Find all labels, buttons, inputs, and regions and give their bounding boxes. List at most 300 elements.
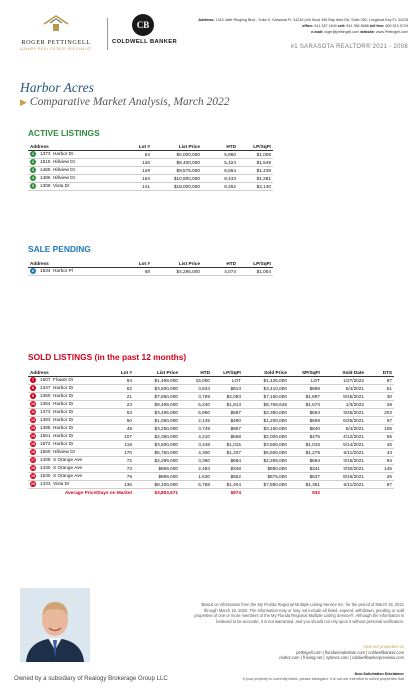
address-cell — [28, 448, 108, 456]
cell-lpsf: $913 — [212, 384, 243, 392]
cell-dts: 45 — [366, 440, 394, 448]
street-number: 1408 — [40, 457, 54, 463]
non-solicitation-disclaimer: Non-Solicitation Disclaimer If your property is currently listed, please disregard. It is not our intention to solicit properties that — [242, 672, 404, 682]
column-header: List Price — [152, 260, 202, 267]
cell-price: $2,390,000 — [134, 432, 180, 440]
cell-sold: $875,000 — [243, 472, 289, 480]
cell-lot: 126 — [128, 158, 152, 166]
cell-htd: 4,074 — [202, 267, 238, 275]
cell-date: 1/3/2022 — [322, 400, 366, 408]
cell-date: 5/14/2021 — [322, 440, 366, 448]
column-header: Lot # — [128, 143, 152, 150]
cell-lpsf: LOT — [212, 376, 243, 384]
cell-lot: 107 — [108, 432, 134, 440]
realtor-ranking: #1 SARASOTA REALTOR® 2021 - 2008 — [290, 44, 408, 50]
email-link[interactable]: roger@pettingell.com — [324, 29, 360, 34]
sold-listings-heading: SOLD LISTINGS (in the past 12 months) — [28, 352, 187, 362]
cell-price: $18,000,000 — [152, 182, 202, 190]
links-line-2[interactable]: realtor.com | fl.living.net | nytimes.com | coldwellbankerpreviews.com — [279, 655, 404, 661]
cell-price: $1,050,000 — [134, 416, 180, 424]
agent-portrait-icon — [20, 588, 90, 662]
cell-htd: 5,240 — [180, 400, 212, 408]
brand-name: ROGER PETTINGELL — [21, 39, 91, 46]
links-heading: View our properties on — [363, 644, 404, 649]
empty-cell — [180, 488, 212, 496]
map-marker-icon: 19 — [31, 474, 35, 478]
cell-htd: 6,654 — [202, 166, 238, 174]
street-number: 1560 — [40, 449, 54, 455]
cell-date: 6/25/2021 — [322, 416, 366, 424]
links-line-1[interactable]: pettingell.com | floridasrealestate.com | coldwellbanker.com — [296, 649, 404, 655]
column-header: Address — [28, 260, 128, 267]
street-name: Flower Dr — [53, 377, 74, 383]
column-header: Sold Price — [243, 369, 289, 376]
column-header: DTS — [366, 369, 394, 376]
cell-lpsf: $1,404 — [212, 480, 243, 488]
street-name: Hillview Dr — [53, 159, 76, 165]
cell-lpsf: $568 — [212, 432, 243, 440]
cell-htd: 1,630 — [180, 472, 212, 480]
cell-lot: 136 — [108, 480, 134, 488]
triangle-bullet-icon: ▶ — [20, 97, 27, 107]
street-number: 1430 — [40, 465, 54, 471]
address-cell — [28, 158, 128, 166]
column-header: LP/SqFt — [238, 260, 273, 267]
street-name: Harbor Pl — [53, 268, 73, 274]
phone-line: office: 941 387 1840 cell: 941 356 8886 toll free: 800 510 5729 — [302, 23, 408, 28]
street-name: Vista Dr — [53, 481, 70, 487]
table-row — [28, 432, 394, 440]
cell-date: 6/11/2021 — [322, 480, 366, 488]
cell-price: $8,100,000 — [134, 480, 180, 488]
map-marker-icon: 14 — [31, 434, 35, 438]
map-marker-icon: 10 — [31, 402, 35, 406]
street-name: Harbor Dr — [53, 417, 74, 423]
cell-lot: 73 — [108, 464, 134, 472]
cell-lpsf: $1,549 — [238, 158, 273, 166]
address-cell — [28, 166, 128, 174]
address-cell — [28, 472, 108, 480]
letterhead — [0, 0, 420, 62]
cell-sold: $1,425,000 — [243, 376, 289, 384]
map-marker-icon: 11 — [31, 410, 35, 414]
street-name: Harbor Dr — [53, 425, 74, 431]
column-header: List Price — [152, 143, 202, 150]
map-marker-icon: 6 — [32, 269, 34, 273]
street-name: S Orange Ave — [53, 457, 83, 463]
cell-dts: 87 — [366, 480, 394, 488]
street-number: 1534 — [40, 268, 54, 274]
cell-spsf: $341 — [289, 464, 322, 472]
empty-cell — [322, 488, 366, 496]
column-header: HTD — [180, 369, 212, 376]
cell-price: $5,750,000 — [134, 448, 180, 456]
cell-price: $3,500,000 — [134, 384, 180, 392]
average-sp-sqft: 932 — [312, 489, 320, 495]
cell-lot: 49 — [108, 424, 134, 432]
average-price: $3,853,571 — [154, 489, 178, 495]
cb-name: COLDWELL BANKER — [112, 39, 178, 45]
street-number: 1373 — [40, 151, 54, 157]
address-cell — [28, 384, 108, 392]
cell-lpsf: $2,083 — [212, 392, 243, 400]
cell-htd: 15,000 — [180, 376, 212, 384]
cell-lot: 53 — [108, 408, 134, 416]
cell-price: $8,400,000 — [152, 158, 202, 166]
cell-htd: 4,210 — [180, 432, 212, 440]
table-header-row — [28, 369, 394, 376]
column-header: Address — [28, 369, 108, 376]
address-cell — [28, 392, 108, 400]
cell-sold: $5,500,000 — [243, 448, 289, 456]
street-number: 1347 — [40, 385, 54, 391]
agent-photo — [20, 588, 90, 662]
cell-htd: 8,433 — [202, 174, 238, 182]
column-header: Sold Date — [322, 369, 366, 376]
cell-price: $7,850,000 — [134, 392, 180, 400]
cell-htd: 3,749 — [180, 424, 212, 432]
cell-sold: $7,850,000 — [243, 480, 289, 488]
cell-sold: $2,299,000 — [243, 456, 289, 464]
cell-spsf: $563 — [289, 408, 322, 416]
house-logo-icon — [42, 14, 70, 32]
street-number: 1486 — [40, 175, 54, 181]
street-name: Harbor Dr — [53, 409, 74, 415]
web-line: e-mail: roger@pettingell.com website: www.Pettingell.com — [311, 29, 408, 34]
cell-htd: 5,768 — [180, 480, 212, 488]
cell-lot: 21 — [108, 392, 134, 400]
cell-lot: 68 — [128, 267, 152, 275]
column-header: HTD — [202, 143, 238, 150]
cell-lot: 50 — [108, 416, 134, 424]
cell-htd: 5,424 — [202, 158, 238, 166]
cell-price: $3,495,000 — [134, 408, 180, 416]
cell-lpsf: $684 — [212, 456, 243, 464]
address-cell — [28, 376, 108, 384]
cell-dts: 30 — [366, 392, 394, 400]
average-row — [28, 488, 394, 496]
cell-dts: 67 — [366, 416, 394, 424]
cell-price: $2,299,000 — [134, 456, 180, 464]
cell-sold: $3,410,000 — [243, 384, 289, 392]
cell-lpsf: $1,054 — [238, 267, 273, 275]
street-number: 1333 — [40, 481, 54, 487]
cell-spsf: $1,673 — [289, 400, 322, 408]
map-marker-icon: 8 — [32, 386, 34, 390]
map-marker-icon: 7 — [32, 378, 34, 382]
cell-sold: $2,000,000 — [243, 432, 289, 440]
address-cell — [28, 182, 128, 190]
map-marker-icon: 13 — [31, 426, 35, 430]
map-marker-icon: 1 — [32, 152, 34, 156]
address-cell — [28, 267, 128, 275]
cell-htd: 3,360 — [180, 456, 212, 464]
average-label: Average Price/Days on Market — [64, 489, 132, 495]
street-number: 1465 — [40, 167, 54, 173]
cell-price: $6,000,000 — [152, 150, 202, 158]
cell-dts: 51 — [366, 384, 394, 392]
cell-price: $9,499,000 — [134, 400, 180, 408]
cell-spsf: $475 — [289, 432, 322, 440]
table-row — [28, 384, 394, 392]
cell-lot: 79 — [108, 472, 134, 480]
map-marker-icon: 18 — [31, 466, 35, 470]
map-marker-icon: 4 — [32, 176, 34, 180]
cell-htd: 5,950 — [180, 408, 212, 416]
street-name: S Orange Ave — [53, 465, 83, 471]
address-cell — [28, 440, 108, 448]
cell-lpsf: $1,281 — [238, 174, 273, 182]
active-listings-heading: ACTIVE LISTINGS — [28, 128, 100, 138]
table-row — [28, 424, 394, 432]
table-row — [28, 182, 273, 190]
cell-date: 6/4/2021 — [322, 424, 366, 432]
cell-htd: 3,769 — [180, 392, 212, 400]
table-row — [28, 408, 394, 416]
empty-cell — [243, 488, 289, 496]
cell-spsf: $889 — [289, 384, 322, 392]
address-line: Address: 1343 Jaffe Ringling Blvd., Suite K, Sarasota FL 34236 (4th floor) 495 Bay Isles Rd, Suite 250, Longboat Key FL 34228 — [198, 18, 408, 22]
address-cell — [28, 464, 108, 472]
table-row — [28, 174, 273, 182]
cell-price: $9,575,000 — [152, 166, 202, 174]
cell-htd: 2,494 — [180, 464, 212, 472]
cell-lot: 23 — [108, 400, 134, 408]
cell-sold: $850,000 — [243, 464, 289, 472]
cell-date: 6/4/2021 — [322, 384, 366, 392]
cell-sold: $8,768,645 — [243, 400, 289, 408]
page-title: Harbor Acres — [20, 80, 94, 95]
map-marker-icon: 9 — [32, 394, 34, 398]
brand-tagline: LUXURY REAL ESTATE SPECIALIST — [19, 47, 93, 51]
street-number: 1561 — [40, 433, 54, 439]
street-name: Harbor Dr — [53, 385, 74, 391]
street-name: Hillview Dr — [53, 167, 76, 173]
table-row — [28, 158, 273, 166]
cell-spsf: $1,361 — [289, 480, 322, 488]
cell-spsf: $1,015 — [289, 440, 322, 448]
street-number: 1364 — [40, 401, 54, 407]
table-row — [28, 456, 394, 464]
column-header: LP/SqFt — [212, 369, 243, 376]
cell-date: 3/30/2021 — [322, 464, 366, 472]
cell-date: 3/25/2021 — [322, 408, 366, 416]
active-listings-table — [28, 143, 273, 191]
table-row — [28, 267, 273, 275]
street-number: 1385 — [40, 425, 54, 431]
cell-date: 3/15/2021 — [322, 456, 366, 464]
cell-spsf: $559 — [289, 416, 322, 424]
cell-dts: 28 — [366, 400, 394, 408]
property-links — [192, 644, 404, 661]
cell-lot: 62 — [108, 384, 134, 392]
street-name: Harbor Dr — [53, 433, 74, 439]
cell-lot: 119 — [108, 440, 134, 448]
street-number: 1373 — [40, 409, 54, 415]
sale-pending-heading: SALE PENDING — [28, 244, 91, 254]
cell-lpsf: $867 — [212, 424, 243, 432]
table-row — [28, 448, 394, 456]
cb-seal-icon: CB — [132, 14, 154, 36]
map-marker-icon: 12 — [31, 418, 35, 422]
cell-htd: 8,452 — [202, 182, 238, 190]
cell-dts: 55 — [366, 432, 394, 440]
cell-dts: 105 — [366, 424, 394, 432]
cell-lpsf: $490 — [212, 416, 243, 424]
table-row — [28, 440, 394, 448]
map-marker-icon: 15 — [31, 442, 35, 446]
cell-htd: 3,448 — [180, 440, 212, 448]
street-number: 1383 — [40, 417, 54, 423]
footer — [0, 588, 420, 696]
table-row — [28, 150, 273, 158]
street-name: Harbor Dr — [53, 401, 74, 407]
table-row — [28, 464, 394, 472]
cell-spsf: $1,279 — [289, 448, 322, 456]
cell-date: 1/27/2022 — [322, 376, 366, 384]
sold-listings-table — [28, 369, 394, 496]
table-row — [28, 400, 394, 408]
column-header: Lot # — [128, 260, 152, 267]
column-header: HTD — [202, 260, 238, 267]
cell-price: $869,000 — [134, 464, 180, 472]
cell-htd: 2,145 — [180, 416, 212, 424]
cell-htd: 5,950 — [202, 150, 238, 158]
table-row — [28, 166, 273, 174]
cell-sold: $3,350,000 — [243, 408, 289, 416]
column-header: Lot # — [108, 369, 134, 376]
address-cell — [28, 400, 108, 408]
cell-spsf: LOT — [289, 376, 322, 384]
coldwell-banker-logo — [112, 14, 178, 56]
cell-spsf: $840 — [289, 424, 322, 432]
cell-dts: 94 — [366, 456, 394, 464]
cell-dts: 87 — [366, 376, 394, 384]
cell-htd: 3,834 — [180, 384, 212, 392]
street-number: 1515 — [40, 159, 54, 165]
cell-spsf: $537 — [289, 472, 322, 480]
street-number: 1607 — [40, 377, 54, 383]
cell-date: 9/15/2021 — [322, 392, 366, 400]
cell-lpsf: $1,337 — [212, 448, 243, 456]
cell-lot: 94 — [108, 376, 134, 384]
cell-lpsf: $1,813 — [212, 400, 243, 408]
address-cell — [28, 150, 128, 158]
cell-spsf: $684 — [289, 456, 322, 464]
cell-lot: 170 — [108, 448, 134, 456]
map-marker-icon: 3 — [32, 168, 34, 172]
average-lp-sqft: $974 — [230, 489, 241, 495]
cell-sold: $3,150,000 — [243, 424, 289, 432]
table-header-row — [28, 260, 273, 267]
mls-disclaimer: Based on information from the My Florida Regional Multiple Listing Service Inc. for the period of March 15, 2021 through March 15, 2022. The information may or may not include all listed, expired, withdrawn, pending or sold properties of one or more members of the My Florida Regional Multiple Listing Service®. Although the information is believed to be accurate, it is not warranted, and you should not rely upon it without personal verification. — [194, 602, 404, 625]
street-name: Harbor Dr — [53, 151, 74, 157]
street-number: 1360 — [40, 393, 54, 399]
ownership-notice: Owned by a subsidiary of Realogy Brokerage Group LLC — [14, 675, 168, 682]
street-number: 1572 — [40, 441, 54, 447]
website-link[interactable]: www.Pettingell.com — [376, 29, 408, 34]
table-row — [28, 472, 394, 480]
map-marker-icon: 20 — [31, 482, 35, 486]
cell-date: 4/12/2021 — [322, 432, 366, 440]
address-cell — [28, 424, 108, 432]
cell-date: 6/11/2021 — [322, 448, 366, 456]
cell-htd: 4,300 — [180, 448, 212, 456]
cell-dts: 203 — [366, 408, 394, 416]
cell-spsf: $1,897 — [289, 392, 322, 400]
page-subtitle: ▶ Comparative Market Analysis, March 2022 — [20, 96, 230, 108]
cell-price: $10,800,000 — [152, 174, 202, 182]
map-marker-icon: 2 — [32, 160, 34, 164]
cell-price: $3,500,000 — [134, 440, 180, 448]
map-marker-icon: 17 — [31, 458, 35, 462]
cell-dts: 145 — [366, 464, 394, 472]
cell-lpsf: $587 — [212, 408, 243, 416]
cell-lpsf: $1,008 — [238, 150, 273, 158]
column-header: LP/SqFt — [238, 143, 273, 150]
address-cell — [28, 456, 108, 464]
address-cell — [28, 480, 108, 488]
cell-lot: 163 — [128, 174, 152, 182]
cell-sold: $7,150,000 — [243, 392, 289, 400]
column-header: List Price — [134, 369, 180, 376]
street-name: Hillview Dr — [53, 175, 76, 181]
empty-cell — [366, 488, 394, 496]
table-row — [28, 392, 394, 400]
cell-lot: 141 — [128, 182, 152, 190]
street-name: Vista Dr — [53, 183, 70, 189]
cell-price: $3,250,000 — [134, 424, 180, 432]
table-row — [28, 480, 394, 488]
address-cell — [28, 174, 128, 182]
logo-divider — [107, 18, 108, 50]
contact-block — [178, 18, 408, 35]
cell-lpsf: $1,015 — [212, 440, 243, 448]
cell-lpsf: $552 — [212, 472, 243, 480]
cell-dts: 26 — [366, 472, 394, 480]
address-cell — [28, 432, 108, 440]
cell-price: $4,295,000 — [152, 267, 202, 275]
street-name: Harbor Dr — [53, 393, 74, 399]
cell-lpsf: $2,130 — [238, 182, 273, 190]
sale-pending-table — [28, 260, 273, 276]
cell-lpsf: $348 — [212, 464, 243, 472]
column-header: SP/SqFt — [289, 369, 322, 376]
street-number: 1630 — [40, 473, 54, 479]
street-name: Hillview Dr — [53, 449, 76, 455]
cell-sold: $1,200,000 — [243, 416, 289, 424]
cell-dts: 44 — [366, 448, 394, 456]
cell-lpsf: $1,439 — [238, 166, 273, 174]
roger-pettingell-logo — [12, 14, 100, 54]
cell-date: 8/16/2021 — [322, 472, 366, 480]
cell-lot: 53 — [128, 150, 152, 158]
cell-sold: $3,500,000 — [243, 440, 289, 448]
table-row — [28, 416, 394, 424]
map-marker-icon: 16 — [31, 450, 35, 454]
cell-price: $1,499,000 — [134, 376, 180, 384]
street-name: Harbor Dr — [53, 441, 74, 447]
column-header: Address — [28, 143, 128, 150]
street-name: S Orange Ave — [53, 473, 83, 479]
street-number: 1309 — [40, 183, 54, 189]
cell-lot: 72 — [108, 456, 134, 464]
table-row — [28, 376, 394, 384]
cell-lot: 129 — [128, 166, 152, 174]
address-cell — [28, 408, 108, 416]
cell-price: $899,000 — [134, 472, 180, 480]
address-cell — [28, 416, 108, 424]
